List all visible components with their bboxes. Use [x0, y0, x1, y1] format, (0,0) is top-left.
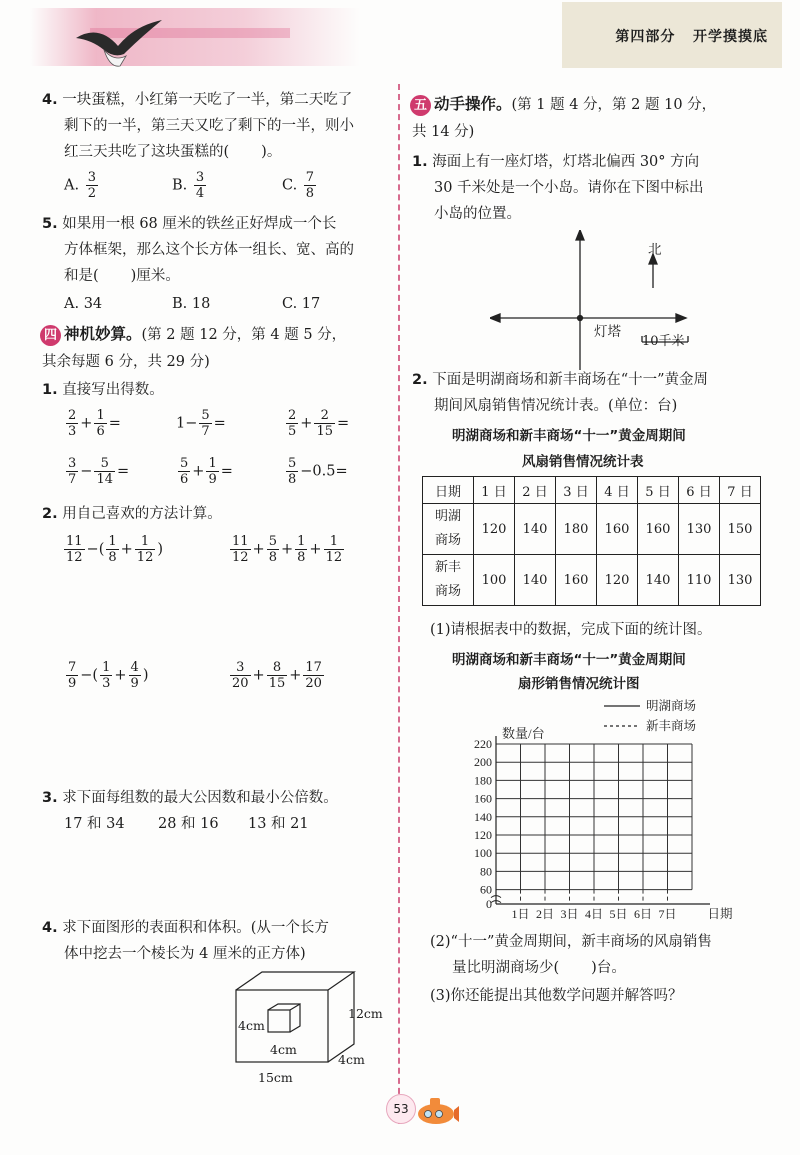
- legend-series-1: 明湖商场: [646, 699, 697, 713]
- y-tick-label: 120: [474, 828, 492, 842]
- x-tick-label: 7日: [658, 907, 677, 921]
- sub-question-1: (1)请根据表中的数据，完成下面的统计图。: [430, 622, 712, 638]
- table-row: 新丰 商场 100 140 160 120 140 110 130: [423, 555, 761, 606]
- calc-2: 1− $\frac{5}{7}$ =: [176, 408, 226, 439]
- cuboid-length-label: 15cm: [258, 1070, 293, 1085]
- y-tick-label: 80: [480, 864, 492, 879]
- seagull-icon: [74, 16, 174, 76]
- calc-1: $\frac{2}{3}$ + $\frac{1}{6}$ =: [68, 408, 121, 439]
- lighthouse-label: 灯塔: [594, 324, 621, 340]
- table-title-1: 明湖商场和新丰商场“十一”黄金周期间: [452, 428, 686, 444]
- table-title-2: 风扇销售情况统计表: [522, 454, 644, 470]
- y-tick-label: 200: [474, 755, 492, 770]
- y-tick-label: 60: [480, 882, 492, 897]
- s4-question-2: 2. 用自己喜欢的方法计算。: [42, 506, 222, 522]
- x-tick-label: 6日: [633, 907, 653, 921]
- x-tick-label: 2日: [535, 907, 555, 921]
- chart-title-2: 扇形销售情况统计图: [518, 676, 640, 692]
- calc-4: $\frac{3}{7}$ − $\frac{5}{14}$ =: [68, 456, 130, 487]
- page-header: 第四部分 开学摸摸底: [615, 29, 768, 45]
- submarine-icon: [412, 1086, 460, 1130]
- legend-series-2: 新丰商场: [646, 719, 697, 733]
- calc-9: $\frac{7}{9}$ −( $\frac{1}{3}$ + $\frac{4}{9}$ ): [68, 660, 149, 691]
- scale-label: 10千米: [642, 334, 685, 349]
- s4-question-1: 1. 直接写出得数。: [42, 382, 164, 398]
- x-axis-label: 日期: [707, 907, 733, 921]
- line-chart-grid: [450, 694, 750, 926]
- cuboid-height-label: 12cm: [348, 1006, 383, 1021]
- x-tick-label: 5日: [609, 907, 628, 921]
- chart-title-1: 明湖商场和新丰商场“十一”黄金周期间: [452, 652, 686, 668]
- cube-width-label: 4cm: [238, 1018, 265, 1033]
- calc-8: $\frac{11}{12}$ + $\frac{5}{8}$ + $\frac{1}{8}$ + $\frac{1}{12}$: [232, 534, 343, 565]
- y-tick-label: 160: [474, 791, 492, 806]
- lighthouse-diagram: [490, 230, 720, 370]
- y-axis-label: 数量/台: [502, 726, 545, 741]
- y-tick-label: 140: [474, 809, 492, 824]
- x-tick-label: 4日: [584, 907, 604, 921]
- x-tick-label: 3日: [560, 907, 579, 921]
- cuboid-depth-label: 4cm: [338, 1052, 365, 1067]
- calc-10: $\frac{3}{20}$ + $\frac{8}{15}$ + $\frac{17}{20}$: [232, 660, 322, 691]
- north-label: 北: [648, 242, 662, 258]
- table-row: 明湖 商场 120 140 180 160 160 130 150: [423, 504, 761, 555]
- calc-3: $\frac{2}{5}$ + $\frac{2}{15}$ =: [288, 408, 350, 439]
- sales-table: [422, 476, 761, 606]
- sub-question-3: (3)你还能提出其他数学问题并解答吗？: [430, 988, 683, 1004]
- column-divider: [398, 84, 400, 1124]
- table-header-row: 日期 1 日 2 日 3 日 4 日 5 日 6 日 7 日: [423, 477, 761, 504]
- calc-6: $\frac{5}{8}$ −0.5=: [288, 456, 348, 487]
- x-tick-label: 1日: [511, 907, 530, 921]
- y-tick-label: 100: [474, 846, 492, 861]
- page-number: 53: [386, 1094, 416, 1124]
- calc-5: $\frac{5}{6}$ + $\frac{1}{9}$ =: [180, 456, 233, 487]
- y-tick-label: 0: [486, 897, 492, 911]
- y-tick-label: 220: [474, 737, 492, 751]
- cube-height-label: 4cm: [270, 1042, 297, 1057]
- y-tick-label: 180: [474, 773, 492, 788]
- calc-7: $\frac{11}{12}$ −( $\frac{1}{8}$ + $\frac{1}{12}$ ): [66, 534, 164, 565]
